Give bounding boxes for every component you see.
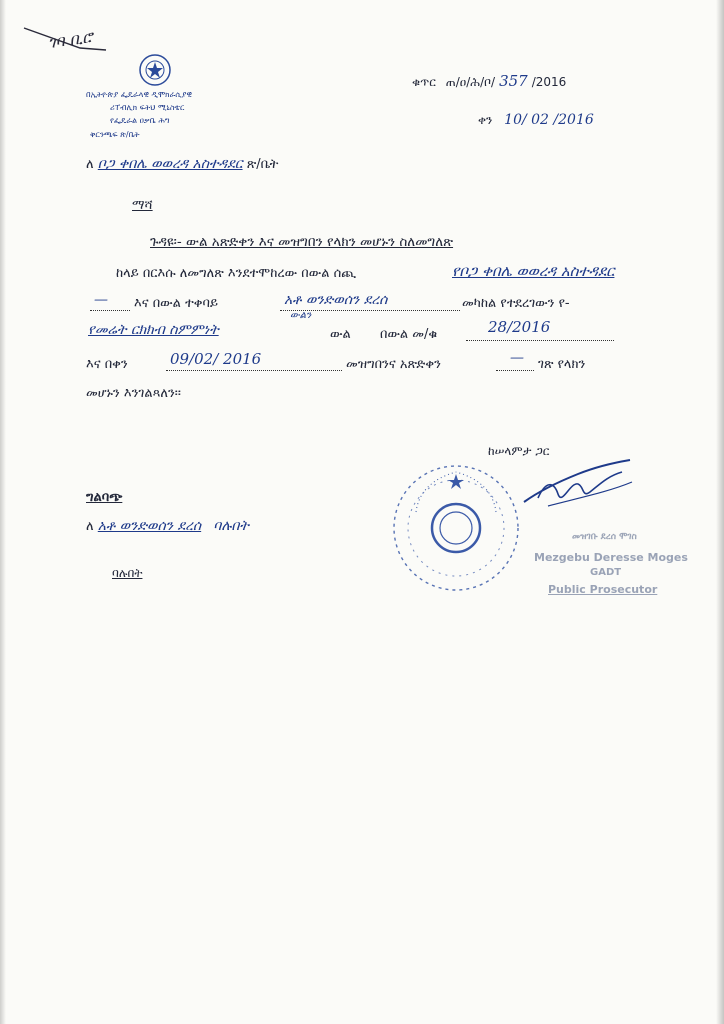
signer-title: Public Prosecutor [548, 583, 658, 596]
cc-label: ግልባጭ [86, 490, 123, 505]
signer-name-amharic: መዝገቡ ደረሰ ሞገስ [572, 532, 637, 542]
closing-text: ከሠላምታ ጋር [488, 444, 550, 458]
recipient-name: ቦጋ ቀበሌ ወወረዳ አስተዳደር [97, 156, 243, 172]
cc-line [86, 518, 249, 534]
letterhead-line-2: ሪፐብሊክ ፍትህ ሚኒስቴር [110, 103, 185, 112]
body-line-2-text-b: መካከል የተደረገውን የ- [462, 296, 570, 311]
body-line-4-dots-a [166, 370, 342, 371]
body-line-3-dots [466, 340, 614, 341]
body-line-5-text: መሆኑን እንገልጻለን፡፡ [86, 386, 181, 401]
recipient-location: ማሻ [132, 198, 153, 213]
corner-note: ገባ ቢሮ [46, 26, 94, 53]
body-line-2-text-a: እና በውል ተቀባይ [134, 296, 218, 311]
reference-suffix: /2016 [531, 75, 567, 89]
ministry-emblem-icon [136, 52, 174, 88]
page-left-shadow [0, 0, 6, 1024]
letterhead-line-1: በኢትዮጵያ ፌዴራላዊ ዲሞክራሲያዊ [86, 90, 192, 99]
body-line-1-text: ከላይ በርእሱ ለመግለጽ እንደተሞከረው በውል ሰጪ [116, 266, 356, 281]
date-label: ቀን [478, 113, 493, 127]
date-block [478, 112, 594, 128]
official-seal-stamp-icon [386, 452, 526, 602]
signer-organization: GADT [590, 567, 622, 578]
body-line-4-handwritten-date: 09/02/ 2016 [170, 350, 262, 368]
signer-name-english: Mezgebu Deresse Moges [534, 551, 688, 564]
reference-number: 357 [499, 72, 528, 90]
date-value: 10/ 02 /2016 [504, 112, 594, 128]
corner-arrow-mark [20, 20, 110, 60]
body-line-3-handwritten-note: ውልን [290, 310, 312, 321]
body-line-4-dots-b [496, 370, 534, 371]
recipient-line [86, 156, 278, 172]
body-line-4-text-b: መዝግበንና አጽድቀን [346, 357, 441, 372]
body-line-4-text-c: ገጽ የላክን [538, 357, 586, 372]
subject-line: ጉዳዩ፡- ውል አጽድቀን እና መዝግበን የላክን መሆኑን ስለመግለጽ [150, 234, 454, 250]
body-line-2-handwritten-dash: — [94, 292, 108, 308]
body-line-3-text-b: በውል መ/ቁ [380, 327, 438, 342]
cc-line-handwritten-location: ባሉበት [213, 518, 249, 534]
cc-line-prefix: ለ [86, 519, 94, 534]
body-line-4-handwritten-pages: — [510, 350, 524, 366]
signature-scribble-icon [518, 452, 638, 522]
body-line-3-text-a: ውል [330, 327, 351, 342]
recipient-prefix: ለ [86, 157, 94, 172]
body-line-2-handwritten-recipient: አቶ ወንድወሰን ደረሰ [284, 292, 388, 308]
body-line-4-text-a: እና በቀን [86, 357, 128, 372]
reference-block [412, 72, 566, 90]
reference-prefix: ጠ/ዐ/ሕ/ቦ/ [445, 75, 496, 89]
body-line-2-dots-a [90, 310, 130, 311]
letterhead-line-3: የፌዴራል ዐቃቤ ሕግ [110, 116, 170, 125]
body-line-3-handwritten-contract-number: 28/2016 [488, 318, 551, 336]
page-right-shadow [716, 0, 724, 1024]
body-line-3-handwritten-contract-type: የመሬት ርክክብ ስምምነት [88, 322, 219, 338]
letterhead-line-4: ቅርንጫፍ ጽ/ቤት [90, 130, 140, 139]
body-line-1-handwritten-party: የቦጋ ቀበሌ ወወረዳ አስተዳደር [452, 262, 615, 280]
recipient-suffix: ጽ/ቤት [246, 157, 279, 172]
reference-label: ቁጥር [412, 75, 436, 89]
cc-line-handwritten-name: አቶ ወንድወሰን ደረሰ [97, 518, 202, 534]
cc-wherever-label: ባሉበት [112, 566, 143, 580]
